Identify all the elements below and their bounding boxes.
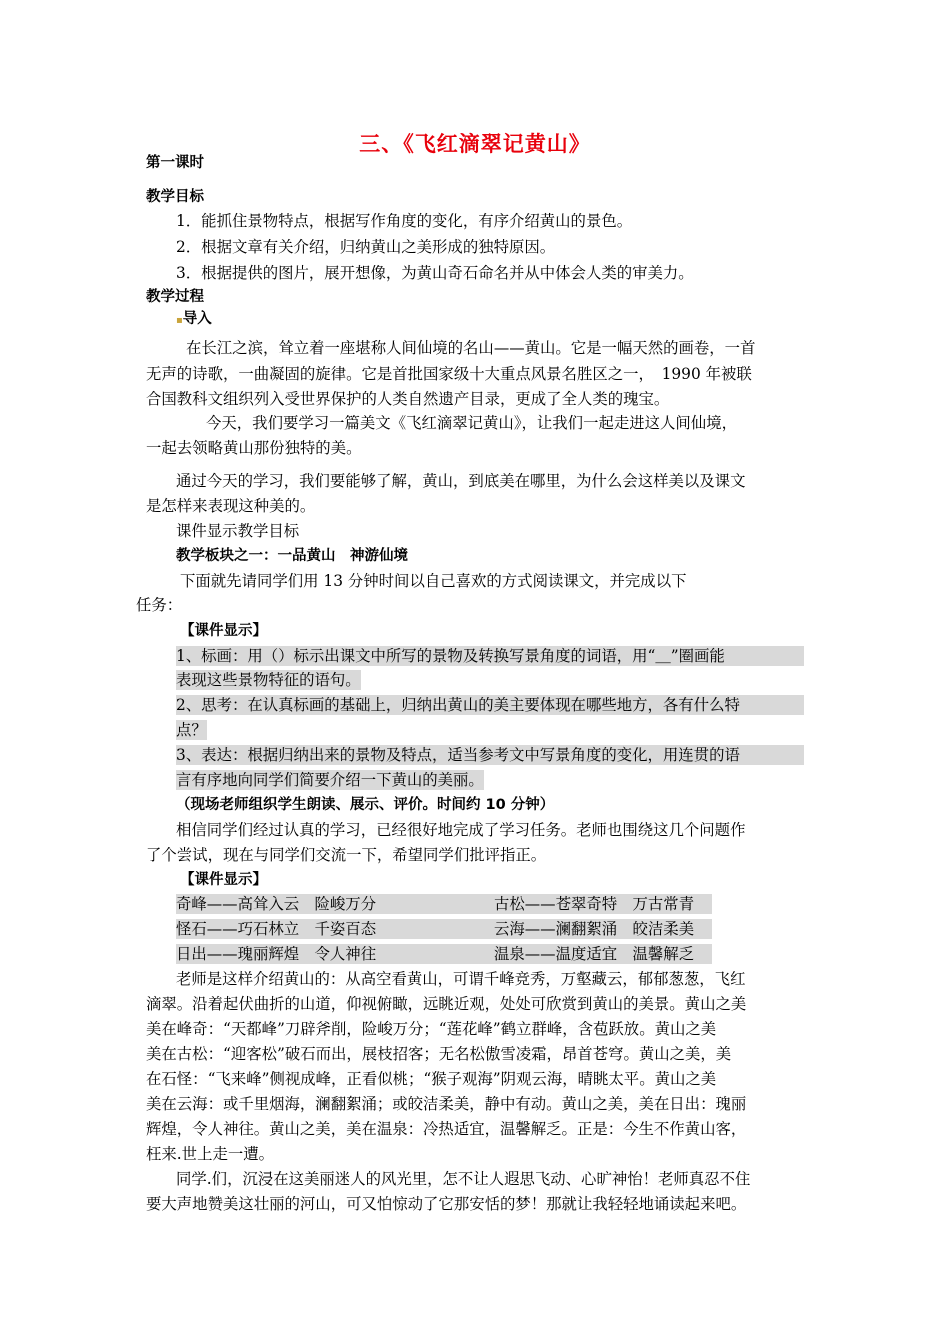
believe-line: 了个尝试，现在与同学们交流一下，希望同学们批评指正。 [146,846,547,864]
intro-line: 在长江之滨，耸立着一座堪称人间仙境的名山——黄山。它是一幅天然的画卷，一首 [186,339,756,357]
goal-item: 2．根据文章有关介绍，归纳黄山之美形成的独特原因。 [176,238,556,256]
goals-heading: 教学目标 [146,189,204,205]
intro-line: 合国教科文组织列入受世界保护的人类自然遗产目录，更成了全人类的瑰宝。 [146,390,670,408]
task-line: 言有序地向同学们简要介绍一下黄山的美丽。 [176,771,484,789]
marker-dot: ▪ [176,315,183,326]
process-heading: 教学过程 [146,289,204,305]
feature-right: 云海——澜翻絮涌 皎洁柔美 [494,920,695,938]
goal-item: 1．能抓住景物特点，根据写作角度的变化，有序介绍黄山的景色。 [176,212,633,230]
feature-left: 日出——瑰丽辉煌 令人神往 [176,945,377,963]
intro-heading: ▪导入 [176,311,212,327]
lesson-label: 第一课时 [146,155,204,171]
feature-right: 古松——苍翠奇特 万古常青 [494,895,695,913]
believe-line: 相信同学们经过认真的学习，已经很好地完成了学习任务。老师也围绕这几个问题作 [176,821,746,839]
teacher-line: 滴翠。沿着起伏曲折的山道，仰视俯瞰，远眺近观，处处可欣赏到黄山的美景。黄山之美 [146,995,747,1013]
task-intro-line: 任务： [136,596,183,614]
courseware-label: 【课件显示】 [180,872,267,888]
feature-row [176,894,712,914]
teacher-line: 在石怪：“飞来峰”侧视成峰，正看似桃；“猴子观海”阴观云海，晴眺太平。黄山之美 [146,1070,717,1088]
activity-note: （现场老师组织学生朗读、展示、评价。时间约 10 分钟） [176,797,555,813]
task-intro-line: 下面就先请同学们用 13 分钟时间以自己喜欢的方式阅读课文，并完成以下 [180,572,687,590]
today-line: 一起去领略黄山那份独特的美。 [146,439,362,457]
teacher-line: 枉来.世上走一遭。 [146,1145,275,1163]
task-line: 表现这些景物特征的语句。 [176,671,361,689]
teacher-line: 老师是这样介绍黄山的：从高空看黄山，可谓千峰竞秀，万壑藏云，郁郁葱葱，飞红 [176,970,746,988]
feature-row [176,944,712,964]
show-goals-note: 课件显示教学目标 [176,522,300,540]
task-line: 2、思考：在认真标画的基础上，归纳出黄山的美主要体现在哪些地方，各有什么特 [176,695,804,715]
closing-line: 同学.们，沉浸在这美丽迷人的风光里，怎不让人遐思飞动、心旷神怡！老师真忍不住 [176,1170,751,1188]
document-title: 三、《飞红滴翠记黄山》 [359,132,591,156]
teacher-line: 美在古松：“迎客松”破石而出，展枝招客；无名松傲雪凌霜，昂首苍穹。黄山之美，美 [146,1045,732,1063]
feature-left: 怪石——巧石林立 千姿百态 [176,920,377,938]
task-line: 点？ [176,721,207,739]
closing-line: 要大声地赞美这壮丽的河山，可又怕惊动了它那安恬的梦！那就让我轻轻地诵读起来吧。 [146,1195,747,1213]
intro-line: 无声的诗歌，一曲凝固的旋律。它是首批国家级十大重点风景名胜区之一， 1990 年被联 [146,365,752,383]
module-heading: 教学板块之一：一品黄山 神游仙境 [176,548,408,564]
purpose-line: 通过今天的学习，我们要能够了解，黄山，到底美在哪里，为什么会这样美以及课文 [176,472,746,490]
feature-left: 奇峰——高耸入云 险峻万分 [176,895,377,913]
teacher-line: 辉煌，令人神往。黄山之美，美在温泉：冷热适宜，温馨解乏。正是：今生不作黄山客， [146,1120,747,1138]
today-line: 今天，我们要学习一篇美文《飞红滴翠记黄山》，让我们一起走进这人间仙境， [206,414,737,432]
task-line: 3、表达：根据归纳出来的景物及特点，适当参考文中写景角度的变化，用连贯的语 [176,745,804,765]
feature-row [176,919,712,939]
goal-item: 3．根据提供的图片，展开想像，为黄山奇石命名并从中体会人类的审美力。 [176,264,694,282]
purpose-line: 是怎样来表现这种美的。 [146,497,316,515]
task-line: 1、标画：用（）标示出课文中所写的景物及转换写景角度的词语，用“＿”圈画能 [176,646,804,666]
feature-right: 温泉——温度适宜 温馨解乏 [494,945,695,963]
teacher-line: 美在峰奇：“天都峰”刀辟斧削，险峻万分；“莲花峰”鹤立群峰，含苞跃放。黄山之美 [146,1020,717,1038]
teacher-line: 美在云海：或千里烟海，澜翻絮涌；或皎洁柔美，静中有动。黄山之美，美在日出：瑰丽 [146,1095,747,1113]
courseware-label: 【课件显示】 [180,623,267,639]
